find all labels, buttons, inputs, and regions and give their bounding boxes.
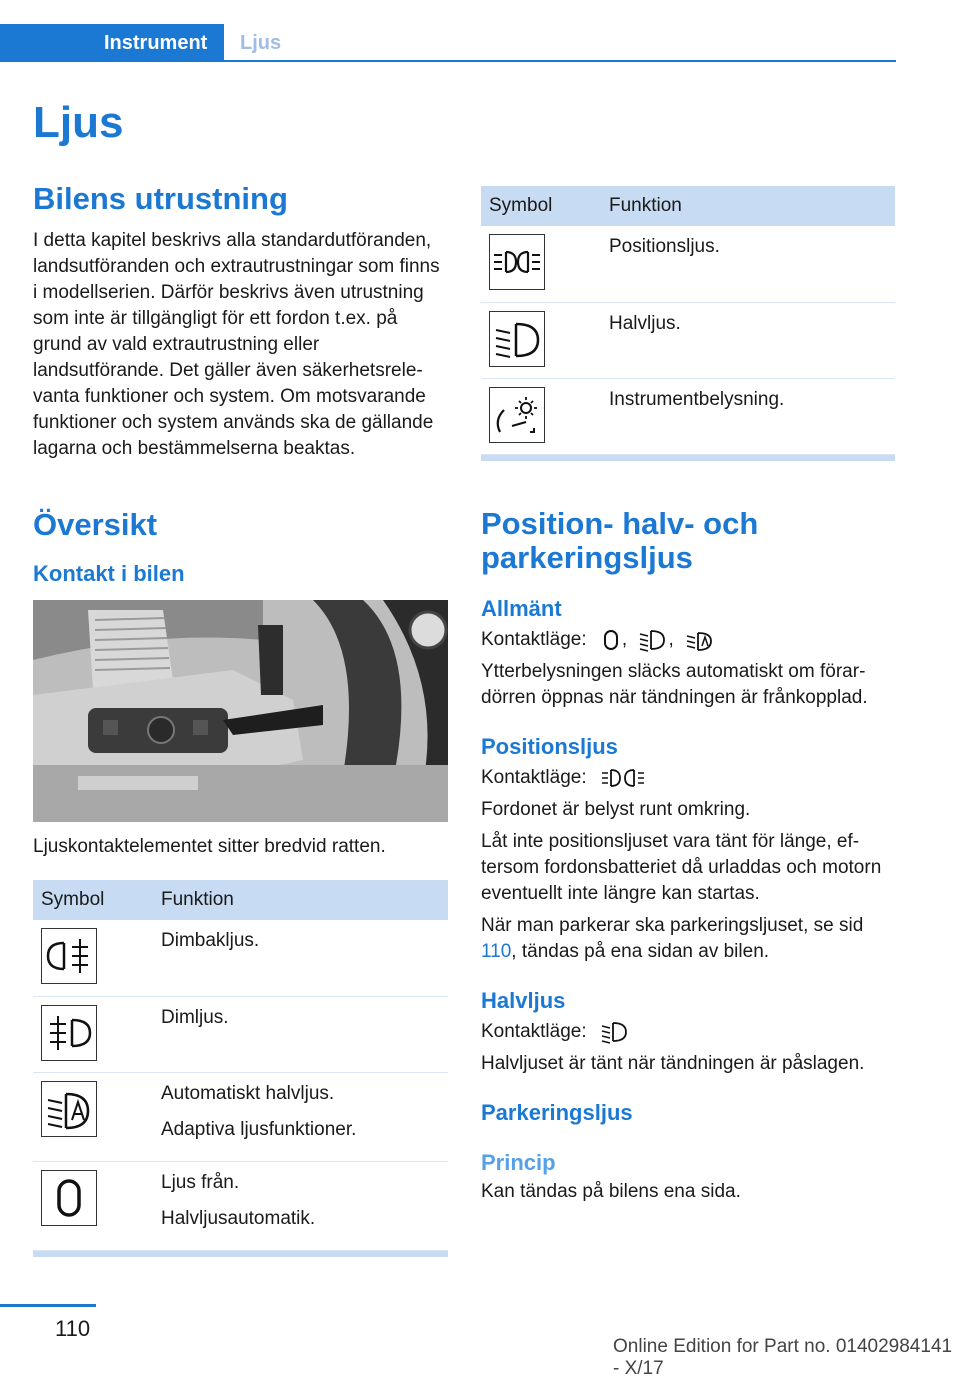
table-cell: Dimbakljus.	[161, 930, 260, 951]
princip-body: Kan tändas på bilens ena sida.	[481, 1180, 741, 1202]
auto-low-beam-icon	[685, 627, 715, 653]
separator: ,	[621, 628, 628, 650]
fog-light-icon	[41, 1005, 97, 1061]
table-row	[33, 1072, 448, 1161]
low-beam-icon	[489, 311, 545, 367]
table-cell: Halvljus.	[609, 312, 681, 334]
instrument-lighting-icon	[489, 387, 545, 443]
kontakt-label: Kontaktläge:	[481, 628, 587, 650]
dashboard-photo	[33, 600, 448, 822]
rear-fog-light-icon	[41, 928, 97, 984]
table-row	[481, 226, 895, 302]
kontakt-label: Kontaktläge:	[481, 766, 587, 788]
lights-off-icon	[41, 1170, 97, 1226]
table-cell: Dimljus.	[161, 1006, 229, 1028]
table-row	[481, 302, 895, 378]
tab-ljus[interactable]: Ljus	[240, 32, 282, 54]
subheading-princip: Princip	[481, 1149, 556, 1175]
halvljus-body: Halvljuset är tänt när tändningen är påslagen.	[481, 1052, 865, 1074]
table-cell: Positionsljus.	[609, 236, 720, 257]
lights-off-icon	[600, 627, 622, 653]
positionsljus-p2: Låt inte positionsljuset vara tänt för länge, eftersom fordonsbatteriet då urladdas och motorn eventuellt inte längre kan startas.	[481, 830, 882, 904]
kontakt-label: Kontaktläge:	[481, 1020, 587, 1042]
subheading-halvljus: Halvljus	[481, 987, 566, 1013]
p3-text-before: När man parkerar ska parkeringsljuset, se sid	[481, 914, 864, 936]
halvljus-kontakt-line	[481, 1019, 895, 1045]
left-column	[33, 182, 448, 1257]
section-heading-position: Position- halv- och parkeringsljus	[481, 505, 759, 575]
subheading-positionsljus: Positionsljus	[481, 733, 618, 759]
page-link-110[interactable]: 110	[481, 940, 512, 962]
positionsljus-p3	[481, 913, 895, 965]
table-cell: Ljus från.	[161, 1171, 240, 1193]
parking-light-icon	[600, 765, 650, 791]
table-bottom-bar	[481, 455, 895, 461]
footer-divider	[0, 1304, 96, 1307]
separator: ,	[668, 628, 674, 650]
subheading-kontakt: Kontakt i bilen	[33, 561, 185, 586]
subheading-parkeringsljus: Parkeringsljus	[481, 1099, 633, 1125]
section-heading-oversikt: Översikt	[33, 507, 158, 542]
table-cell: Adaptiva ljusfunktioner.	[161, 1118, 357, 1140]
table-header-symbol: Symbol	[481, 186, 601, 226]
positionsljus-kontakt-line	[481, 765, 895, 791]
table-header-symbol: Symbol	[33, 880, 153, 920]
parking-light-icon	[489, 234, 545, 290]
table-row	[481, 378, 895, 454]
tab-instrument[interactable]: Instrument	[0, 24, 224, 62]
table-header-funktion: Funktion	[601, 186, 895, 226]
symbol-table-left	[33, 880, 448, 1251]
low-beam-icon	[600, 1019, 630, 1045]
subheading-allmant: Allmänt	[481, 595, 562, 621]
low-beam-icon	[638, 627, 668, 653]
bilens-body: I detta kapitel beskrivs alla standardutföranden, landsutföranden och extrautrustningar som finns i modellserien. Därför beskrivs även utrustning som inte är tillgängligt för ett fordon t.ex. på grund av vald extrautrustning eller landsutförande. Det gäller även säkerhetsrelevanta funktioner och system. Om motsvarande funktioner och system används ska de gällande lagarna och bestämmelserna beaktas.	[33, 230, 440, 459]
auto-low-beam-icon	[41, 1081, 97, 1137]
symbol-table-right	[481, 186, 895, 455]
table-row	[33, 996, 448, 1072]
table-row	[33, 1161, 448, 1250]
page-number: 110	[55, 1316, 91, 1341]
table-bottom-bar	[33, 1251, 448, 1257]
table-row	[33, 920, 448, 996]
header-divider	[224, 60, 896, 62]
table-cell: Instrumentbelysning.	[609, 388, 785, 410]
photo-caption: Ljuskontaktelementet sitter bredvid ratten.	[33, 836, 386, 857]
allmant-body: Ytterbelysningen släcks automatiskt om förardörren öppnas när tändningen är frånkopplad.	[481, 660, 868, 708]
allmant-kontakt-line	[481, 627, 895, 653]
page-header	[0, 0, 960, 62]
edition-note: Online Edition for Part no. 01402984141 - X/17	[613, 1336, 953, 1379]
section-heading-bilens: Bilens utrustning	[33, 181, 288, 216]
right-column	[481, 186, 895, 1205]
positionsljus-p1: Fordonet är belyst runt omkring.	[481, 798, 751, 820]
table-cell: Automatiskt halvljus.	[161, 1082, 335, 1104]
page-title: Ljus	[33, 98, 124, 147]
p3-text-after: , tändas på ena sidan av bilen.	[511, 940, 770, 962]
table-cell: Halvljusautomatik.	[161, 1207, 316, 1229]
table-header-funktion: Funktion	[153, 880, 448, 920]
